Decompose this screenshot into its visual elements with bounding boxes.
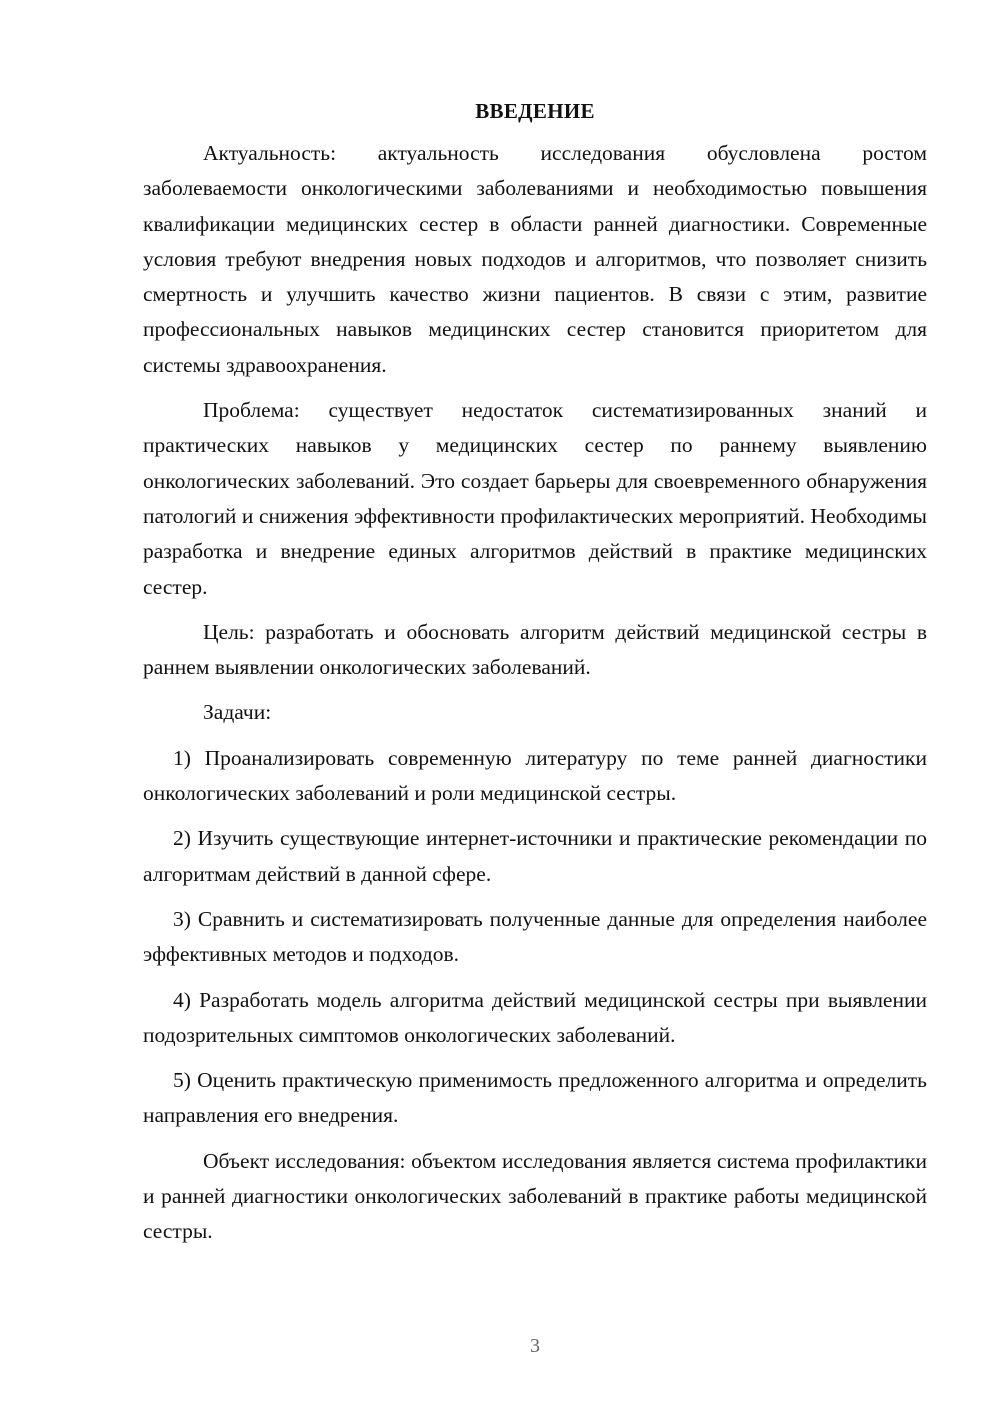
goal-paragraph: Цель: разработать и обосновать алгоритм действий медицинской сестры в раннем выявлении онкологических заболеваний.	[143, 619, 927, 680]
task-item-2: 2) Изучить существующие интернет-источники и практические рекомендации по алгоритмам действий в данной сфере.	[143, 826, 927, 886]
task-item-5: 5) Оценить практическую применимость предложенного алгоритма и определить направления его внедрения.	[143, 1068, 927, 1128]
document-page	[143, 96, 927, 1260]
page-number: 3	[530, 1335, 540, 1357]
task-item-1: 1) Проанализировать современную литературу по теме ранней диагностики онкологических заболеваний и роли медицинской сестры.	[143, 745, 927, 806]
section-heading: ВВЕДЕНИЕ	[475, 99, 595, 123]
problem-paragraph: Проблема: существует недостаток систематизированных знаний и практических навыков у медицинских сестер по раннему выявлению онкологических заболеваний. Это создает барьеры для своевременного обнаружения патологий и снижения эффективности профилактических мероприятий. Необходимы разработка и внедрение единых алгоритмов действий в практике медицинских сестер.	[143, 398, 927, 599]
task-item-4: 4) Разработать модель алгоритма действий медицинской сестры при выявлении подозрительных симптомов онкологических заболеваний.	[143, 987, 927, 1047]
relevance-paragraph: Актуальность: актуальность исследования обусловлена ростом заболеваемости онкологическими заболеваниями и необходимостью повышения квалификации медицинских сестер в области ранней диагностики. Современные условия требуют внедрения новых подходов и алгоритмов, что позволяет снизить смертность и улучшить качество жизни пациентов. В связи с этим, развитие профессиональных навыков медицинских сестер становится приоритетом для системы здравоохранения.	[143, 141, 927, 377]
object-paragraph: Объект исследования: объектом исследования является система профилактики и ранней диагностики онкологических заболеваний в практике работы медицинской сестры.	[143, 1148, 927, 1244]
task-item-3: 3) Сравнить и систематизировать полученные данные для определения наиболее эффективных методов и подходов.	[143, 906, 927, 967]
tasks-label: Задачи:	[203, 700, 272, 725]
